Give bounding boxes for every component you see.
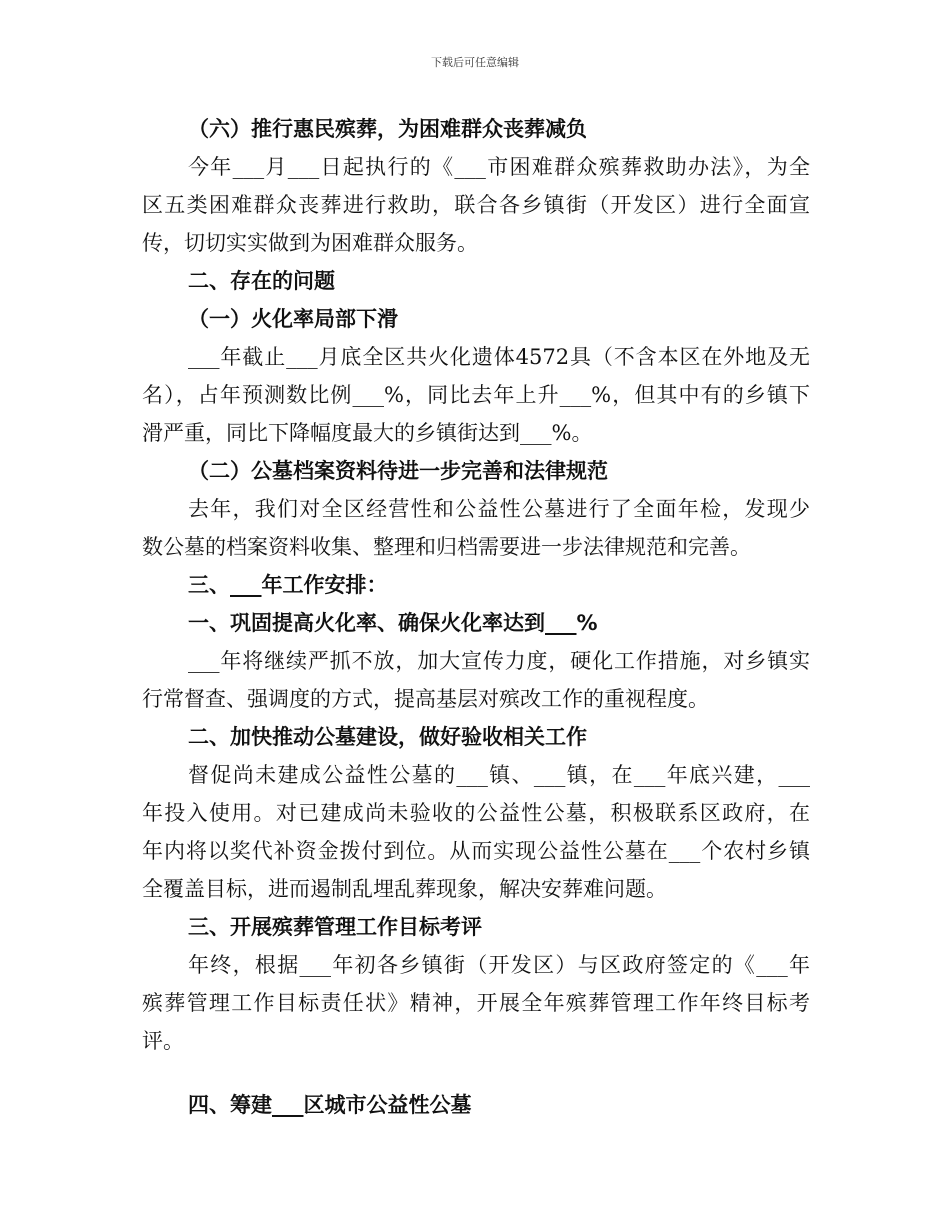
paragraph-line: 殡葬管理工作目标责任状》精神，开展全年殡葬管理工作年终目标考: [142, 991, 810, 1015]
section-heading: 一、巩固提高火化率、确保火化率达到___%: [188, 611, 598, 635]
section-heading: 三、开展殡葬管理工作目标考评: [188, 915, 482, 939]
section-heading: 四、筹建___区城市公益性公墓: [188, 1093, 472, 1117]
paragraph-line: 督促尚未建成公益性公墓的___镇、___镇，在___年底兴建，___: [188, 763, 810, 787]
paragraph-line: 评。: [142, 1029, 184, 1053]
section-heading: （六）推行惠民殡葬，为困难群众丧葬减负: [188, 117, 587, 141]
paragraph-line: 今年___月___日起执行的《___市困难群众殡葬救助办法》，为全: [188, 155, 810, 179]
paragraph-line: 年内将以奖代补资金拨付到位。从而实现公益性公墓在___个农村乡镇: [142, 839, 810, 863]
paragraph-line: ___年将继续严抓不放，加大宣传力度，硬化工作措施，对乡镇实: [188, 649, 810, 673]
paragraph-line: 区五类困难群众丧葬进行救助，联合各乡镇街（开发区）进行全面宣: [142, 193, 810, 217]
section-heading: 二、存在的问题: [188, 269, 335, 293]
section-heading: （二）公墓档案资料待进一步完善和法律规范: [188, 459, 608, 483]
document-body: [142, 110, 810, 1124]
paragraph-line: 全覆盖目标，进而遏制乱埋乱葬现象，解决安葬难问题。: [142, 877, 667, 901]
paragraph-line: ___年截止___月底全区共火化遗体4572具（不含本区在外地及无: [188, 345, 810, 369]
paragraph-line: 去年，我们对全区经营性和公益性公墓进行了全面年检，发现少: [188, 497, 810, 521]
paragraph-line: 数公墓的档案资料收集、整理和归档需要进一步法律规范和完善。: [142, 535, 751, 559]
paragraph-line: 传，切切实实做到为困难群众服务。: [142, 231, 478, 255]
page-header: 下载后可任意编辑: [431, 56, 519, 69]
section-heading: （一）火化率局部下滑: [188, 307, 398, 331]
section-heading: 三、___年工作安排：: [188, 573, 388, 597]
paragraph-line: 名），占年预测数比例___%，同比去年上升___%，但其中有的乡镇下: [142, 383, 810, 407]
paragraph-line: 滑严重，同比下降幅度最大的乡镇街达到___%。: [142, 421, 593, 445]
paragraph-line: 年投入使用。对已建成尚未验收的公益性公墓，积极联系区政府，在: [142, 801, 810, 825]
section-heading: 二、加快推动公墓建设，做好验收相关工作: [188, 725, 587, 749]
paragraph-line: 行常督查、强调度的方式，提高基层对殡改工作的重视程度。: [142, 687, 709, 711]
paragraph-line: 年终，根据___年初各乡镇街（开发区）与区政府签定的《___年: [188, 953, 810, 977]
